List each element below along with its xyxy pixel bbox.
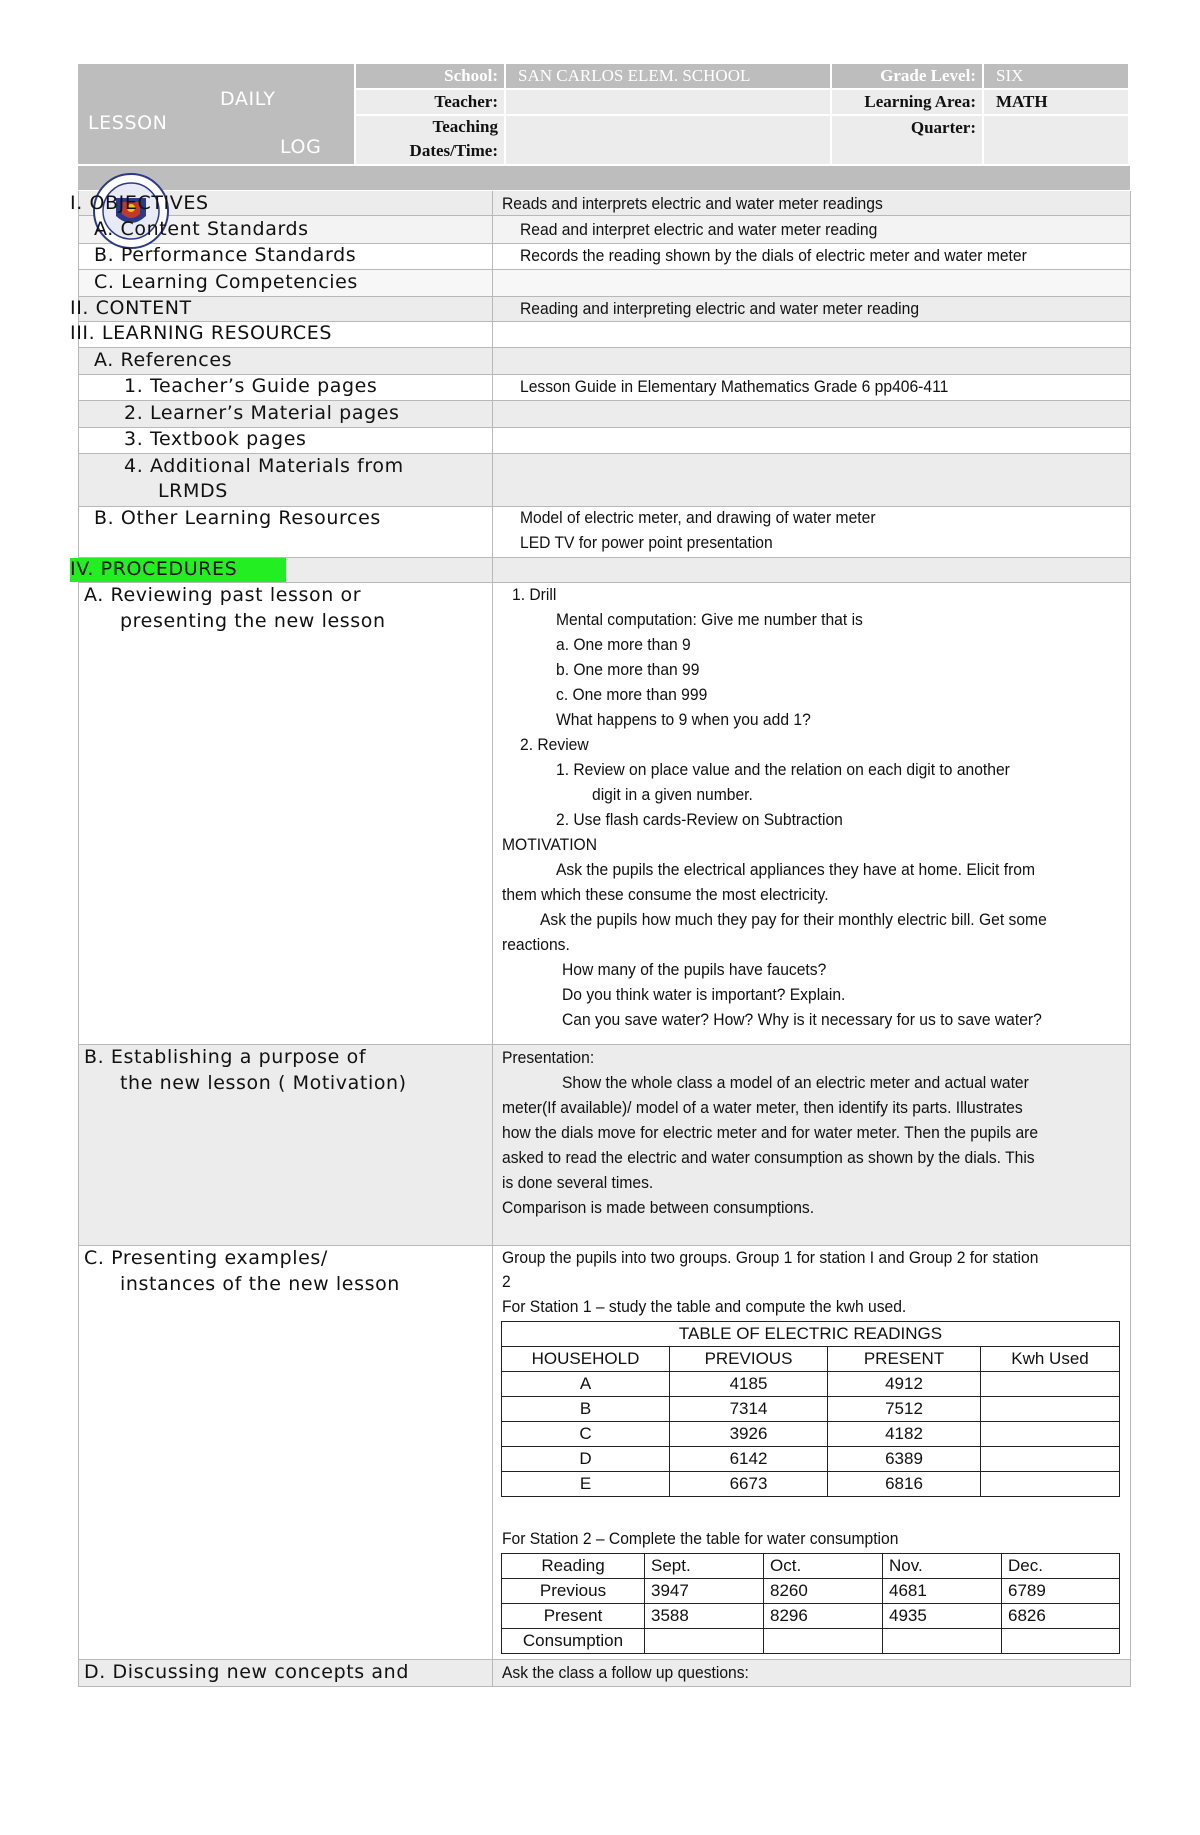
proc-c-label-1: C. Presenting examples/	[84, 1247, 328, 1269]
table-header-row	[502, 1554, 1120, 1579]
presentation-p4: asked to read the electric and water consumption as shown by the dials. This	[502, 1148, 1035, 1167]
table-cell	[981, 1447, 1120, 1472]
header-grade-value: SIX	[996, 66, 1024, 85]
table-cell: 6826	[1002, 1604, 1120, 1629]
table-cell	[883, 1629, 1002, 1654]
motivation-q1: How many of the pupils have faucets?	[562, 960, 827, 979]
row-bg-references	[78, 348, 1130, 374]
header-grade-label: Grade Level:	[880, 66, 976, 85]
table-header-row	[502, 1347, 1120, 1372]
table-cell	[1002, 1629, 1120, 1654]
table-cell: D	[502, 1447, 670, 1472]
table-header-cell: HOUSEHOLD	[502, 1347, 670, 1372]
table-cell: B	[502, 1397, 670, 1422]
table-header-cell: Reading	[502, 1554, 645, 1579]
header-dates-value-cell	[506, 116, 830, 164]
procedures-label: IV. PROCEDURES	[70, 558, 238, 580]
table-cell: 4935	[883, 1604, 1002, 1629]
motivation-q2: Do you think water is important? Explain.	[562, 985, 846, 1004]
motivation-1a: Ask the pupils the electrical appliances they have at home. Elicit from	[556, 860, 1036, 879]
table-row	[502, 1372, 1120, 1397]
presentation-p1: Show the whole class a model of an electric meter and actual water	[562, 1073, 1029, 1092]
presentation-p6: Comparison is made between consumptions.	[502, 1198, 815, 1217]
header-teacher-label: Teacher:	[434, 92, 498, 111]
proc-b-label-1: B. Establishing a purpose of	[84, 1046, 367, 1068]
table-cell: 3588	[645, 1604, 764, 1629]
station-2-instruction: For Station 2 – Complete the table for water consumption	[502, 1529, 899, 1548]
review-1b: digit in a given number.	[592, 785, 753, 804]
header-dates-label-1: Teaching	[432, 117, 498, 136]
review-item: 2. Review	[520, 735, 589, 754]
table-cell: 4182	[828, 1422, 981, 1447]
other-resources-value-1: Model of electric meter, and drawing of water meter	[520, 508, 876, 527]
motivation-q3: Can you save water? How? Why is it necessary for us to save water?	[562, 1010, 1042, 1029]
table-cell: 6673	[670, 1472, 828, 1497]
table-cell: 4681	[883, 1579, 1002, 1604]
additional-materials-label-1: 4. Additional Materials from	[124, 455, 404, 477]
table-cell: E	[502, 1472, 670, 1497]
header-school-value: SAN CARLOS ELEM. SCHOOL	[518, 66, 751, 85]
presentation-p5: is done several times.	[502, 1173, 654, 1192]
header-area-value: MATH	[996, 92, 1048, 111]
drill-a: a. One more than 9	[556, 635, 691, 654]
teachers-guide-label: 1. Teacher’s Guide pages	[124, 375, 378, 397]
learners-material-label: 2. Learner’s Material pages	[124, 402, 400, 424]
header-title-daily: DAILY	[220, 88, 276, 110]
motivation-2b: reactions.	[502, 935, 570, 954]
table-header-cell: Dec.	[1002, 1554, 1120, 1579]
table-cell	[981, 1397, 1120, 1422]
performance-standards-value: Records the reading shown by the dials of electric meter and water meter	[520, 246, 1027, 265]
table-cell: 8260	[764, 1579, 883, 1604]
station-1-instruction: For Station 1 – study the table and compute the kwh used.	[502, 1297, 907, 1316]
textbook-label: 3. Textbook pages	[124, 428, 307, 450]
table-cell	[981, 1372, 1120, 1397]
table-cell: A	[502, 1372, 670, 1397]
water-consumption-table	[501, 1553, 1120, 1654]
presentation-heading: Presentation:	[502, 1048, 595, 1067]
table-row	[502, 1422, 1120, 1447]
table-cell	[981, 1472, 1120, 1497]
table-header-cell: PRESENT	[828, 1347, 981, 1372]
drill-item: 1. Drill	[512, 585, 557, 604]
drill-c: c. One more than 999	[556, 685, 708, 704]
content-standards-value: Read and interpret electric and water meter reading	[520, 220, 878, 239]
header-title-lesson: LESSON	[88, 112, 168, 134]
table-cell: 6816	[828, 1472, 981, 1497]
table-header-cell: Nov.	[883, 1554, 1002, 1579]
header-separator-bar	[78, 166, 1130, 190]
table-cell: C	[502, 1422, 670, 1447]
table-header-cell: Kwh Used	[981, 1347, 1120, 1372]
table-row	[502, 1397, 1120, 1422]
table-cell: 7512	[828, 1397, 981, 1422]
header-teacher-value-cell	[506, 90, 830, 114]
table-row	[502, 1629, 1120, 1654]
table-cell: Present	[502, 1604, 645, 1629]
table-cell: 4185	[670, 1372, 828, 1397]
header-title-log: LOG	[280, 136, 322, 158]
table-cell: 6789	[1002, 1579, 1120, 1604]
content-value: Reading and interpreting electric and water meter reading	[520, 299, 920, 318]
table-cell	[981, 1422, 1120, 1447]
learning-competencies-label: C. Learning Competencies	[94, 271, 358, 293]
other-resources-label: B. Other Learning Resources	[94, 507, 381, 529]
table-header-cell: PREVIOUS	[670, 1347, 828, 1372]
table-row	[502, 1579, 1120, 1604]
motivation-heading: MOTIVATION	[502, 835, 598, 854]
table-cell: Previous	[502, 1579, 645, 1604]
other-resources-value-2: LED TV for power point presentation	[520, 533, 773, 552]
objectives-value: Reads and interprets electric and water meter readings	[502, 194, 883, 213]
proc-d-value: Ask the class a follow up questions:	[502, 1663, 749, 1682]
proc-d-label: D. Discussing new concepts and	[84, 1661, 409, 1683]
proc-b-label-2: the new lesson ( Motivation)	[120, 1072, 407, 1094]
table-row	[502, 1604, 1120, 1629]
learning-resources-label: III. LEARNING RESOURCES	[70, 322, 332, 344]
table-cell: 4912	[828, 1372, 981, 1397]
table-row	[502, 1447, 1120, 1472]
additional-materials-label-2: LRMDS	[158, 480, 228, 502]
objectives-label: I. OBJECTIVES	[70, 192, 209, 214]
drill-mental: Mental computation: Give me number that is	[556, 610, 863, 629]
electric-table-title: TABLE OF ELECTRIC READINGS	[502, 1322, 1120, 1347]
table-cell: 7314	[670, 1397, 828, 1422]
table-cell	[645, 1629, 764, 1654]
table-cell: Consumption	[502, 1629, 645, 1654]
table-cell: 6389	[828, 1447, 981, 1472]
table-cell	[764, 1629, 883, 1654]
header-area-label: Learning Area:	[864, 92, 976, 111]
table-cell: 6142	[670, 1447, 828, 1472]
content-label: II. CONTENT	[70, 297, 192, 319]
group-line-2: 2	[502, 1272, 511, 1291]
group-line-1: Group the pupils into two groups. Group 1 for station I and Group 2 for station	[502, 1248, 1039, 1267]
drill-what: What happens to 9 when you add 1?	[556, 710, 811, 729]
drill-b: b. One more than 99	[556, 660, 700, 679]
electric-readings-table	[501, 1321, 1120, 1497]
header-quarter-label: Quarter:	[910, 118, 976, 137]
teachers-guide-value: Lesson Guide in Elementary Mathematics Grade 6 pp406-411	[520, 377, 949, 396]
presentation-p3: how the dials move for electric meter and for water meter. Then the pupils are	[502, 1123, 1039, 1142]
review-2: 2. Use flash cards-Review on Subtraction	[556, 810, 843, 829]
performance-standards-label: B. Performance Standards	[94, 244, 357, 266]
table-cell: 3947	[645, 1579, 764, 1604]
table-header-cell: Oct.	[764, 1554, 883, 1579]
header-quarter-value-cell	[984, 116, 1128, 164]
motivation-2a: Ask the pupils how much they pay for their monthly electric bill. Get some	[540, 910, 1047, 929]
references-label: A. References	[94, 349, 233, 371]
proc-a-label-2: presenting the new lesson	[120, 610, 386, 632]
table-cell: 3926	[670, 1422, 828, 1447]
table-row	[502, 1472, 1120, 1497]
table-cell: 8296	[764, 1604, 883, 1629]
presentation-p2: meter(If available)/ model of a water meter, then identify its parts. Illustrates	[502, 1098, 1023, 1117]
header-school-label: School:	[444, 66, 498, 85]
motivation-1b: them which these consume the most electricity.	[502, 885, 829, 904]
content-standards-label: A. Content Standards	[94, 218, 309, 240]
review-1a: 1. Review on place value and the relation on each digit to another	[556, 760, 1010, 779]
proc-c-label-2: instances of the new lesson	[120, 1273, 400, 1295]
proc-a-label-1: A. Reviewing past lesson or	[84, 584, 362, 606]
table-header-cell: Sept.	[645, 1554, 764, 1579]
header-dates-label-2: Dates/Time:	[409, 141, 498, 160]
